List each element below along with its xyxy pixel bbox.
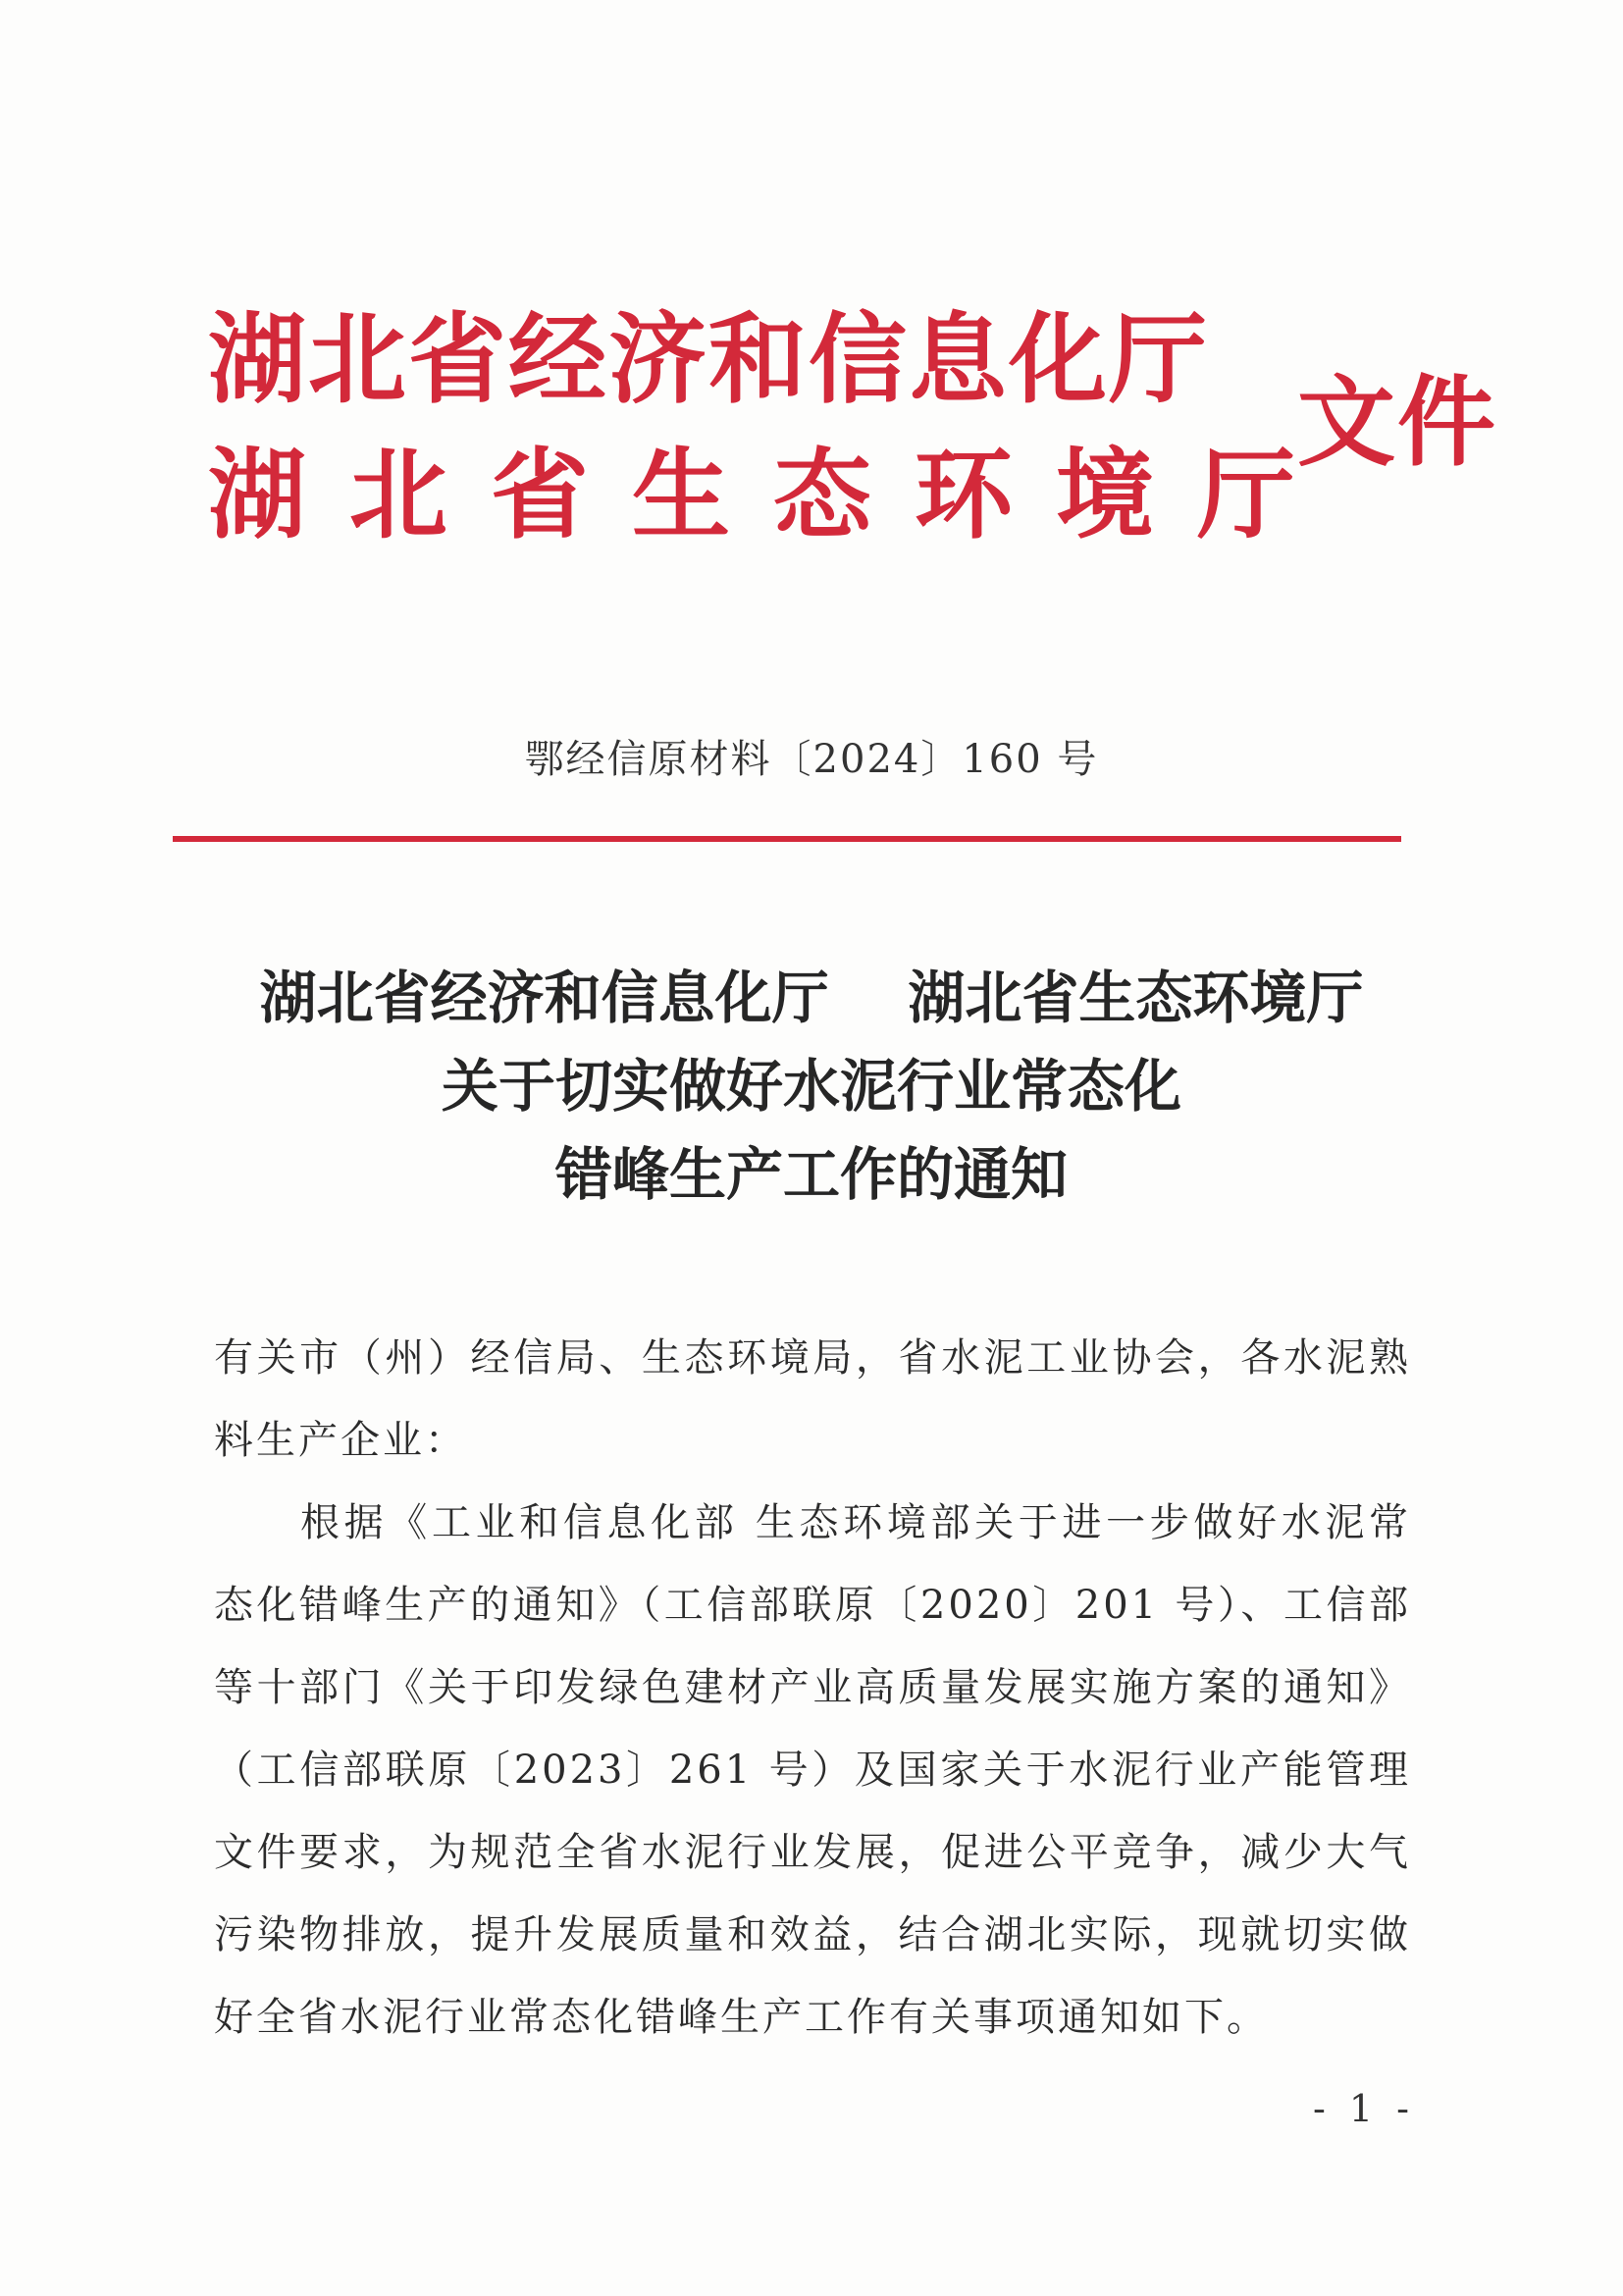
salutation: 有关市（州）经信局、生态环境局，省水泥工业协会，各水泥熟料生产企业： xyxy=(214,1335,1411,1463)
title-line-3: 错峰生产工作的通知 xyxy=(554,1141,1068,1208)
masthead-issuer-2: 湖北省生态环境厅 xyxy=(208,438,1338,552)
title-line-2: 关于切实做好水泥行业常态化 xyxy=(441,1053,1181,1120)
masthead-suffix: 文件 xyxy=(1297,365,1497,480)
document-body xyxy=(214,1317,1411,2059)
body-paragraph-1: 根据《工业和信息化部 生态环境部关于进一步做好水泥常态化错峰生产的通知》（工信部联原〔2020〕201 号）、工信部等十部门《关于印发绿色建材产业高质量发展实施方案的通知》（工信部联原〔2023〕261 号）及国家关于水泥行业产能管理文件要求，为规范全省水泥行业发展，促进公平竞争，减少大气污染物排放，提升发展质量和效益，结合湖北实际，现就切实做好全省水泥行业常态化错峰生产工作有关事项通知如下。 xyxy=(214,1500,1411,2040)
masthead xyxy=(208,294,1497,569)
page-number: - 1 - xyxy=(1312,2087,1415,2130)
masthead-issuer-1: 湖北省经济和信息化厅 xyxy=(208,302,1209,417)
document-title xyxy=(0,954,1623,1219)
title-line-1: 湖北省经济和信息化厅 湖北省生态环境厅 xyxy=(259,965,1364,1031)
red-separator-line xyxy=(173,836,1401,842)
document-number: 鄂经信原材料〔2024〕160 号 xyxy=(524,737,1099,782)
